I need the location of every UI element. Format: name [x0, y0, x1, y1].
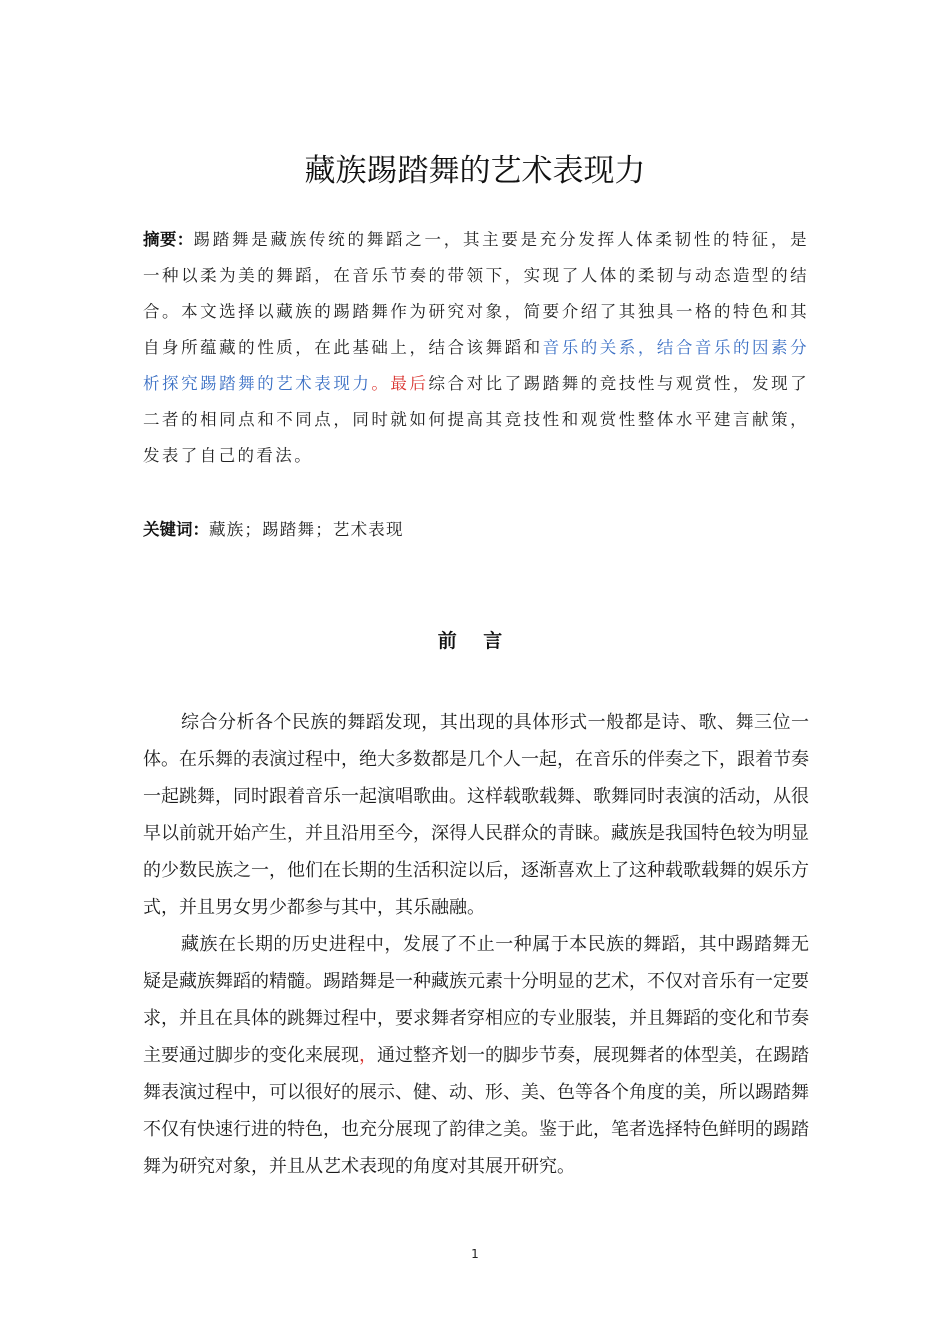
keywords-text: 藏族；踢踏舞；艺术表现: [209, 520, 404, 539]
page-number: 1: [471, 1247, 479, 1261]
keywords-block: [143, 512, 809, 548]
section-heading-preface: 前 言: [437, 629, 513, 652]
abstract-block: [143, 222, 809, 474]
document-title: 藏族踢踏舞的艺术表现力: [304, 152, 646, 189]
body-paragraph-1: 综合分析各个民族的舞蹈发现，其出现的具体形式一般都是诗、歌、舞三位一体。在乐舞的表演过程中，绝大多数都是几个人一起，在音乐的伴奏之下，跟着节奏一起跳舞，同时跟着音乐一起演唱歌曲。这样载歌载舞、歌舞同时表演的活动，从很早以前就开始产生，并且沿用至今，深得人民群众的青睐。藏族是我国特色较为明显的少数民族之一，他们在长期的生活积淀以后，逐渐喜欢上了这种载歌载舞的娱乐方式，并且男女男少都参与其中，其乐融融。: [143, 712, 809, 918]
abstract-text-highlight-blue: 音乐的关系，结合音乐的因素分析探究踢踏舞的艺术表现力: [143, 338, 809, 393]
body-paragraph-2-red-comma: ，: [359, 1045, 377, 1066]
abstract-text-part1: 踢踏舞是藏族传统的舞蹈之一，其主要是充分发挥人体柔韧性的特征，是一种以柔为美的舞蹈，在音乐节奏的带领下，实现了人体的柔韧与动态造型的结合。本文选择以藏族的踢踏舞作为研究对象，简要介绍了其独具一格的特色和其自身所蕴藏的性质，在此基础上，结合该舞蹈和: [143, 230, 809, 357]
body-paragraph-2-part1: 藏族在长期的历史进程中，发展了不止一种属于本民族的舞蹈，其中踢踏舞无疑是藏族舞蹈的精髓。踢踏舞是一种藏族元素十分明显的艺术，不仅对音乐有一定要求，并且在具体的跳舞过程中，要求舞者穿相应的专业服装，并且舞蹈的变化和节奏主要通过脚步的变化来展现: [143, 934, 809, 1066]
abstract-text-highlight-red: 。最后: [371, 374, 429, 393]
keywords-label: 关键词：: [143, 520, 209, 539]
abstract-label: 摘要：: [143, 230, 194, 249]
body-paragraph-2: [143, 926, 809, 1185]
body-paragraph-2-part2: 通过整齐划一的脚步节奏，展现舞者的体型美，在踢踏舞表演过程中，可以很好的展示、健、动、形、美、色等各个角度的美，所以踢踏舞不仅有快速行进的特色，也充分展现了韵律之美。鉴于此，笔者选择特色鲜明的踢踏舞为研究对象，并且从艺术表现的角度对其展开研究。: [143, 1045, 809, 1177]
abstract-text-part2: 综合对比了踢踏舞的竞技性与观赏性，发现了二者的相同点和不同点，同时就如何提高其竞技性和观赏性整体水平建言献策，发表了自己的看法。: [143, 374, 810, 465]
